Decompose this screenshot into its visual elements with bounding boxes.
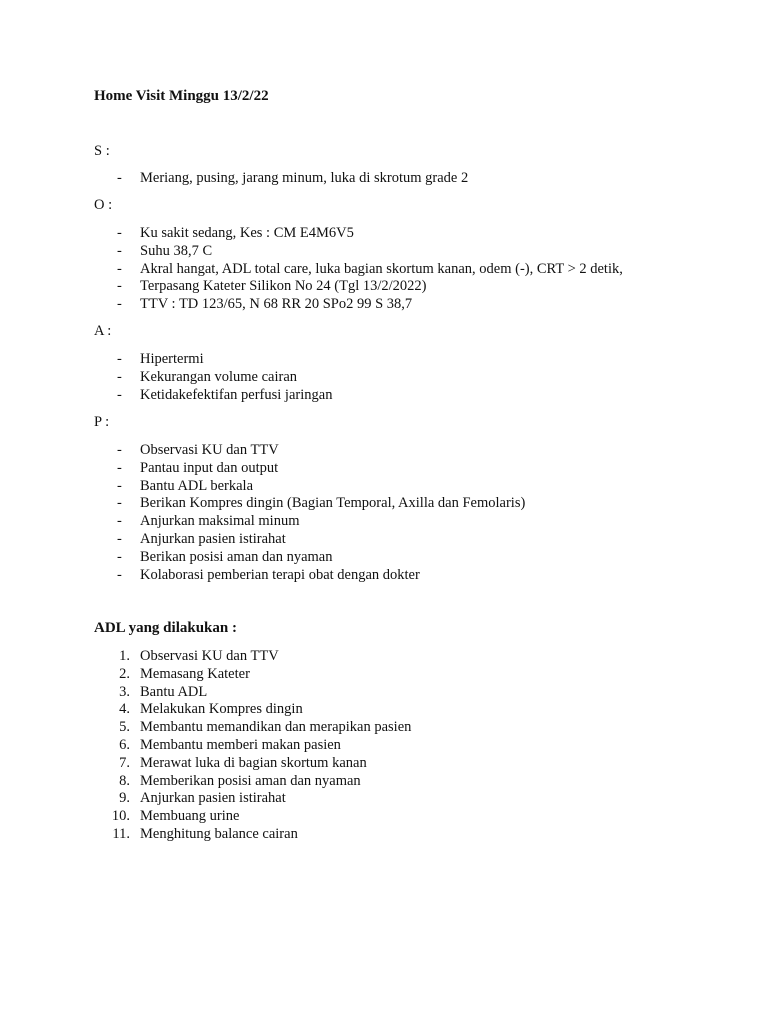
list-item: 10. Membuang urine (94, 808, 411, 826)
dash-bullet: - (117, 386, 122, 403)
dash-bullet: - (117, 225, 122, 241)
list-number: 3. (119, 683, 130, 700)
dash-bullet: - (117, 442, 122, 458)
list-item: 11. Menghitung balance cairan (94, 826, 411, 844)
list-item: - Ketidakefektifan perfusi jaringan (117, 386, 333, 403)
list-item: - Kolaborasi pemberian terapi obat dengan dokter (117, 566, 420, 583)
list-number: 2. (119, 665, 130, 682)
list-item: 2. Memasang Kateter (94, 666, 411, 684)
dash-bullet: - (117, 278, 122, 295)
adl-list (94, 648, 411, 844)
list-number: 6. (119, 736, 130, 753)
list-item: - Ku sakit sedang, Kes : CM E4M6V5 (117, 225, 354, 241)
list-number: 9. (119, 790, 130, 807)
list-item: - Berikan Kompres dingin (Bagian Temporal, Axilla dan Femolaris) (117, 495, 526, 512)
dash-bullet: - (117, 296, 122, 313)
document-title: Home Visit Minggu 13/2/22 (94, 88, 269, 104)
list-number: 7. (119, 754, 130, 771)
dash-bullet: - (117, 530, 122, 547)
list-item: - Pantau input dan output (117, 459, 279, 476)
list-item: - Anjurkan pasien istirahat (117, 530, 286, 547)
dash-bullet: - (117, 260, 122, 277)
list-item: 9. Anjurkan pasien istirahat (94, 790, 411, 808)
list-item: - TTV : TD 123/65, N 68 RR 20 SPo2 99 S 38,7 (117, 296, 413, 313)
list-number: 1. (119, 648, 130, 664)
list-number: 10. (111, 808, 130, 825)
list-item: - Observasi KU dan TTV (117, 442, 279, 458)
list-number: 4. (119, 701, 130, 718)
dash-bullet: - (117, 495, 122, 512)
list-item: 6. Membantu memberi makan pasien (94, 737, 411, 755)
section-list-o (94, 225, 623, 314)
list-item: - Meriang, pusing, jarang minum, luka di skrotum grade 2 (117, 170, 469, 186)
section-label-s: S : (94, 143, 110, 159)
section-label-a: A : (94, 323, 112, 339)
section-label-o: O : (94, 197, 113, 213)
list-item: - Akral hangat, ADL total care, luka bagian skortum kanan, odem (-), CRT > 2 detik, (117, 260, 623, 277)
dash-bullet: - (117, 548, 122, 565)
list-item: - Bantu ADL berkala (117, 477, 254, 494)
dash-bullet: - (117, 170, 122, 186)
list-item: 3. Bantu ADL (94, 684, 411, 702)
section-list-p (94, 442, 525, 584)
dash-bullet: - (117, 513, 122, 530)
list-number: 8. (119, 772, 130, 789)
list-item: 1. Observasi KU dan TTV (94, 648, 411, 666)
list-item: 5. Membantu memandikan dan merapikan pasien (94, 719, 411, 737)
section-list-s (94, 170, 468, 188)
dash-bullet: - (117, 459, 122, 476)
list-item: - Berikan posisi aman dan nyaman (117, 548, 333, 565)
adl-title: ADL yang dilakukan : (94, 620, 237, 636)
list-number: 11. (112, 825, 130, 842)
list-number: 5. (119, 719, 130, 736)
list-item: - Hipertermi (117, 351, 204, 367)
list-item: - Terpasang Kateter Silikon No 24 (Tgl 13/2/2022) (117, 278, 427, 295)
dash-bullet: - (117, 242, 122, 259)
dash-bullet: - (117, 566, 122, 583)
section-label-p: P : (94, 414, 110, 430)
dash-bullet: - (117, 351, 122, 367)
section-list-a (94, 351, 332, 404)
list-item: - Suhu 38,7 C (117, 242, 213, 259)
dash-bullet: - (117, 368, 122, 385)
dash-bullet: - (117, 477, 122, 494)
list-item: 7. Merawat luka di bagian skortum kanan (94, 755, 411, 773)
list-item: 8. Memberikan posisi aman dan nyaman (94, 773, 411, 791)
list-item: - Kekurangan volume cairan (117, 368, 298, 385)
list-item: 4. Melakukan Kompres dingin (94, 701, 411, 719)
list-item: - Anjurkan maksimal minum (117, 513, 300, 530)
